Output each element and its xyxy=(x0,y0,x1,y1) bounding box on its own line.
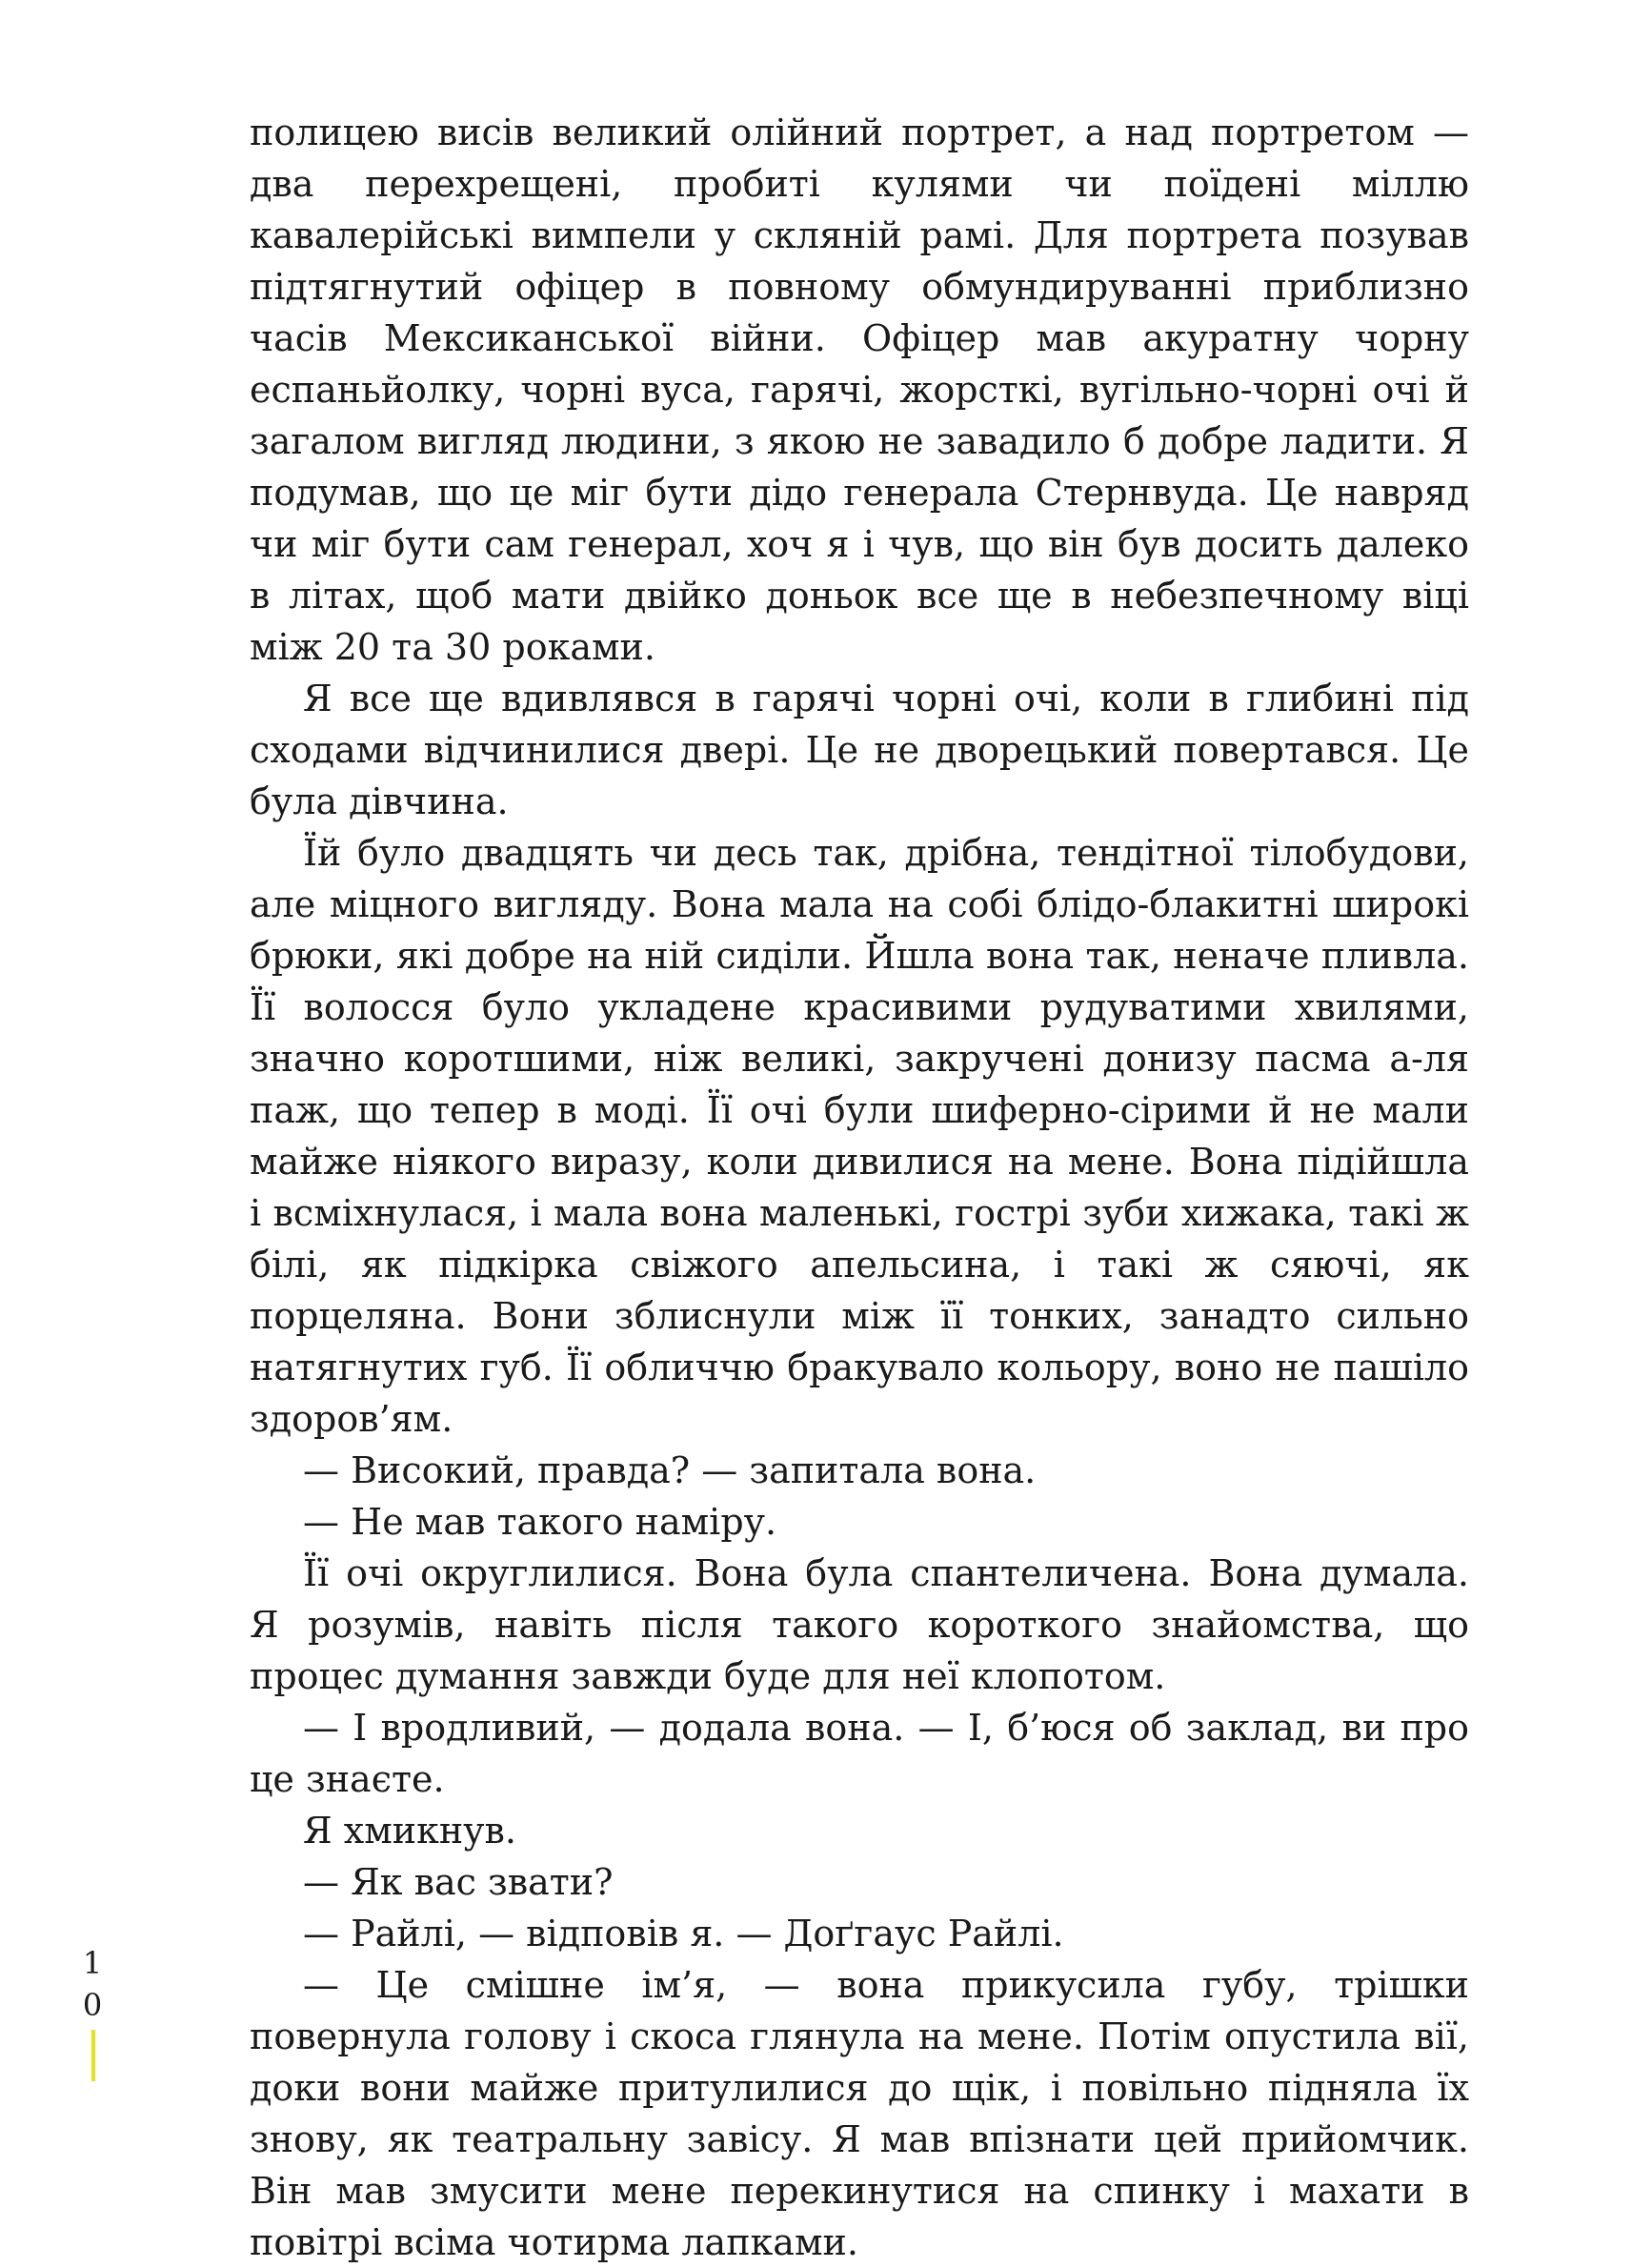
dialogue-line: — Райлі, — відповів я. — Доґгаус Райлі. xyxy=(303,1913,1064,1954)
paragraph: Її очі округлилися. Вона була спантеличена. Вона думала. Я розумів, навіть після такого короткого знайомства, що процес думання завжди буде для неї клопотом. xyxy=(250,1552,1469,1697)
paragraph: Їй було двадцять чи десь так, дрібна, тендітної тілобудови, але міцного вигляду. Вона мала на собі блідо-блакитні широкі брюки, які добре на ній сиділи. Йшла вона так, неначе пливла. Її волосся було укладене красивими рудуватими хвилями, значно коротшими, ніж великі, закручені донизу пасма а-ля паж, що тепер в моді. Її очі були шиферно-сірими й не мали майже ніякого виразу, коли дивилися на мене. Вона підійшла і всміхнулася, і мала вона маленькі, гострі зуби хижака, такі ж білі, як підкірка свіжого апельсина, і такі ж сяючі, як порцеляна. Вони зблиснули між її тонких, занадто сильно натягнутих губ. Її обличчю бракувало кольору, воно не пашіло здоров’ям. xyxy=(250,832,1469,1440)
dialogue-line: — Високий, правда? — запитала вона. xyxy=(303,1449,1037,1491)
dialogue-line: — І вродливий, — додала вона. — І, б’юся об заклад, ви про це знаєте. xyxy=(250,1707,1469,1800)
dialogue-line: — Це смішне ім’я, — вона прикусила губу, трішки повернула голову і скоса глянула на мене. Потім опустила вії, доки вони майже притулилися до щік, і повільно підняла їх знову, як театральну завісу. Я мав впізнати цей прийомчик. Він мав змусити мене перекинутися на спинку і махати в повітрі всіма чотирма лапками. xyxy=(250,1964,1469,2263)
paragraph: Я хмикнув. xyxy=(303,1810,516,1852)
paragraph: полицею висів великий олійний портрет, а над портретом — два перехрещені, пробиті кулями чи поїдені міллю кавалерійські вимпели у скляній рамі. Для портрета позував підтягнутий офіцер в повному обмундируванні приблизно часів Мексиканської війни. Офіцер мав акуратну чорну еспаньйолку, чорні вуса, гарячі, жорсткі, вугільно-чорні очі й загалом вигляд людини, з якою не завадило б добре ладити. Я подумав, що це міг бути дідо генерала Стернвуда. Це навряд чи міг бути сам генерал, хоч я і чув, що він був досить далеко в літах, щоб мати двійко доньок все ще в небезпечному віці між 20 та 30 роками. xyxy=(250,111,1469,668)
page-number-digit: 1 xyxy=(82,1945,103,1981)
dialogue-line: — Не мав такого наміру. xyxy=(303,1501,777,1543)
body-text xyxy=(250,107,1469,2268)
page-number-digit: 0 xyxy=(82,1987,103,2023)
dialogue-line: — Як вас звати? xyxy=(303,1861,614,1903)
page-number xyxy=(78,1942,107,2026)
page-marker-bar xyxy=(91,2030,95,2081)
paragraph: Я все ще вдивлявся в гарячі чорні очі, коли в глибині під сходами відчинилися двері. Це не дворецький повертався. Це була дівчина. xyxy=(250,678,1469,822)
